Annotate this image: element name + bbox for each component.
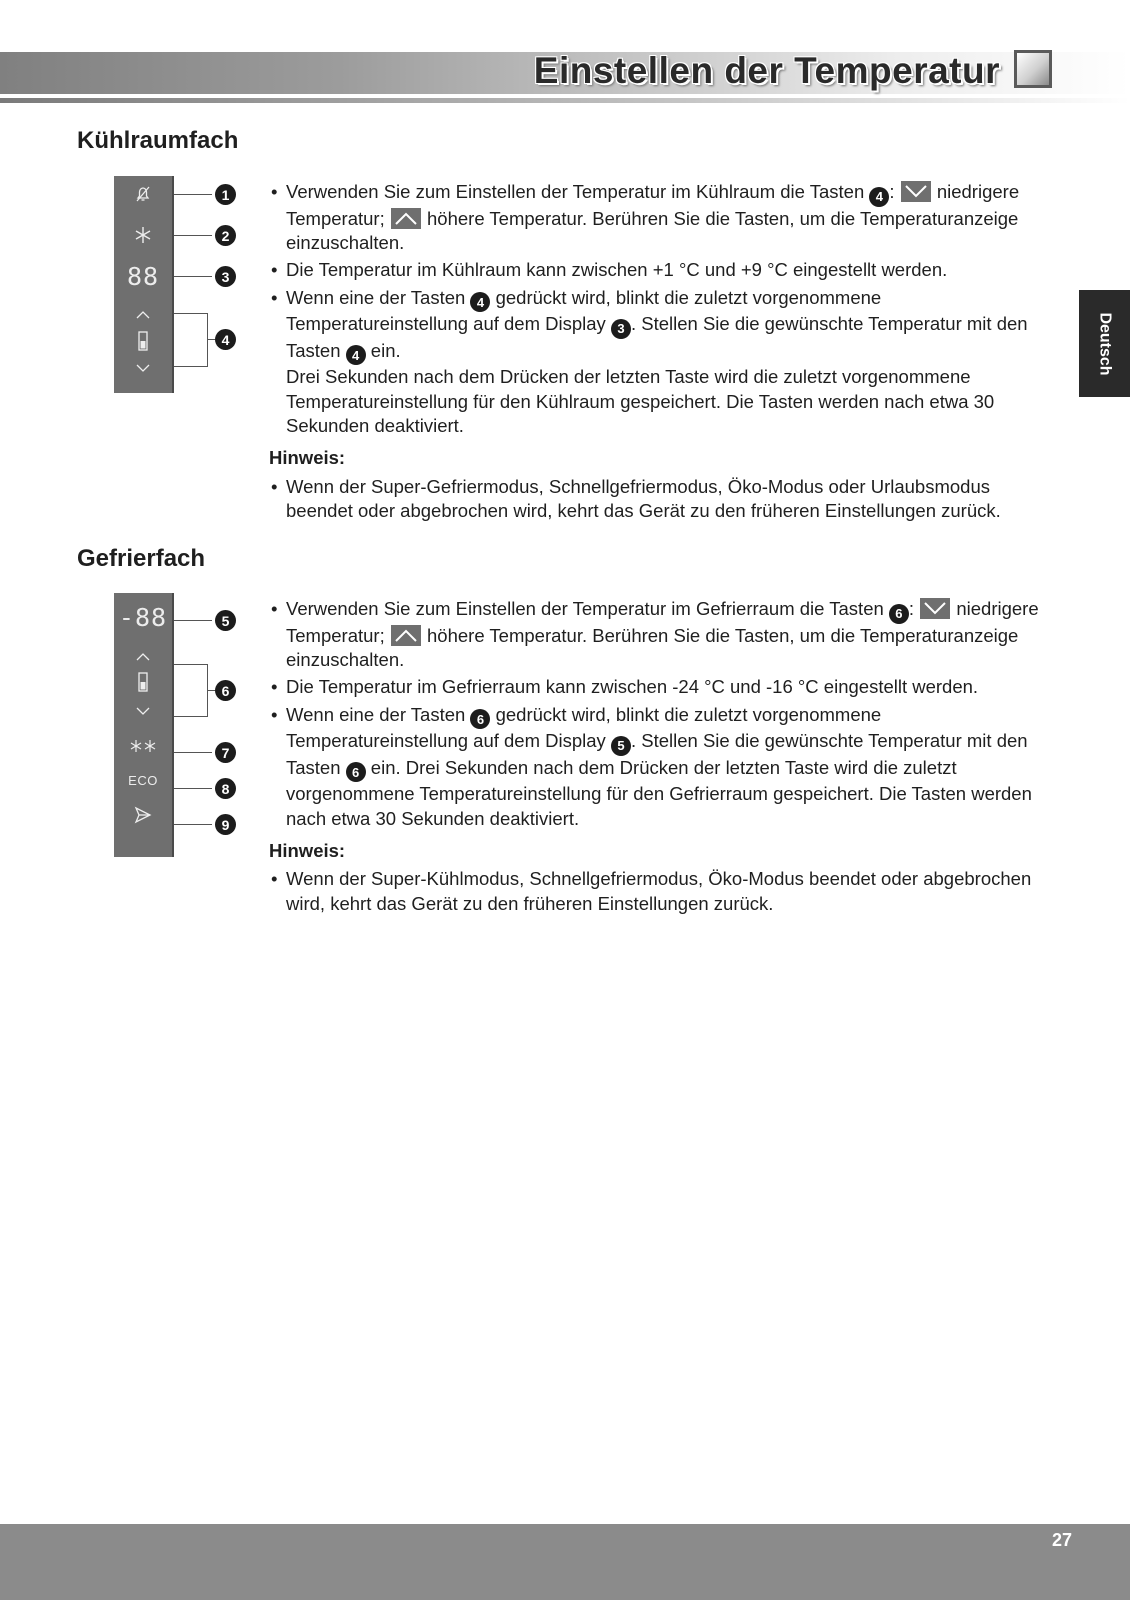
list-item xyxy=(269,475,1039,524)
leader-line xyxy=(174,620,212,621)
page-number: 27 xyxy=(1051,1530,1072,1550)
text: niedrigere Temperatur; xyxy=(286,181,1020,229)
leader-line xyxy=(174,664,208,665)
leader-line xyxy=(174,824,212,825)
note-text: Wenn der Super-Kühlmodus, Schnellgefriermodus, Öko-Modus beendet oder abgebrochen wird, kehrt das Gerät zu den früheren Einstellungen zurück. xyxy=(286,868,1032,914)
text: ein. xyxy=(370,339,401,361)
callout-6: 6 xyxy=(215,680,236,701)
holiday-plane-icon[interactable] xyxy=(114,805,172,829)
leader-line xyxy=(174,716,208,717)
list-item xyxy=(269,703,1039,831)
list-item: • Verwenden Sie zum Einstellen der Temperatur im Kühlraum die Tasten 4 : niedrigere Temperatur; höhere Temperatur. Berühren Sie die Tasten, um die Temperaturanzeige einzuschalten. xyxy=(269,180,1039,255)
up-key-icon xyxy=(391,625,421,646)
text: . Stellen Sie die gewünschte Temperatur mit den Tasten xyxy=(286,730,1028,778)
text: . Stellen Sie die gewünschte Temperatur mit den Tasten xyxy=(286,313,1028,361)
down-key-icon xyxy=(920,598,950,619)
list-item xyxy=(269,286,1039,439)
text: Wenn eine der Tasten xyxy=(286,703,466,725)
note-text: Wenn der Super-Gefriermodus, Schnellgefriermodus, Öko-Modus oder Urlaubsmodus beendet oder abgebrochen wird, kehrt das Gerät zu den früheren Einstellungen zurück. xyxy=(286,475,1001,522)
snowflake-icon xyxy=(114,225,172,249)
leader-line xyxy=(174,752,212,753)
freezer-up-button[interactable] xyxy=(114,650,172,666)
leader-line xyxy=(174,235,212,236)
callout-7: 7 xyxy=(215,742,236,763)
leader-line xyxy=(174,276,212,277)
text: höhere Temperatur. Berühren Sie die Tasten, um die Temperaturanzeige einzuschalten. xyxy=(286,207,1019,253)
fast-freeze-icon[interactable] xyxy=(114,736,172,760)
text: Drei Sekunden nach dem Drücken der letzten Taste wird die zuletzt vorgenommene Temperatureinstellung für den Kühlraum gespeichert. Die Tasten werden nach etwa 30 Sekunden deaktiviert. xyxy=(286,366,995,437)
callout-ref: 4 xyxy=(470,292,490,312)
language-tab xyxy=(1079,290,1130,397)
header-square-icon xyxy=(1014,50,1052,88)
callout-ref: 5 xyxy=(611,736,631,756)
list-item xyxy=(269,675,1039,699)
text: höhere Temperatur. Berühren Sie die Tasten, um die Temperaturanzeige einzuschalten. xyxy=(286,624,1019,670)
section-title-fridge: Kühlraumfach xyxy=(77,127,239,154)
text: Wenn eine der Tasten xyxy=(286,286,466,308)
note-heading: Hinweis: xyxy=(269,840,346,862)
callout-ref: 6 xyxy=(346,762,366,782)
callout-ref: 4 xyxy=(346,345,366,365)
page-title: Einstellen der Temperatur xyxy=(533,50,1000,91)
callout-1: 1 xyxy=(215,184,236,205)
text: Verwenden Sie zum Einstellen der Temperatur im Gefrierraum die Tasten xyxy=(286,598,884,619)
callout-ref: 4 xyxy=(869,187,889,207)
header-underline xyxy=(0,98,1130,103)
fridge-instructions xyxy=(269,180,1039,524)
leader-line xyxy=(174,313,208,314)
list-item xyxy=(269,258,1039,282)
text: ein. Drei Sekunden nach dem Drücken der letzten Taste wird die zuletzt vorgenommene Temperatureinstellung für den Gefrierraum gespeichert. Die Tasten werden nach etwa 30 Sekunden deaktiviert. xyxy=(286,756,1032,829)
up-key-icon xyxy=(391,208,421,229)
text: Die Temperatur im Gefrierraum kann zwischen -24 °C und -16 °C eingestellt werden. xyxy=(286,676,979,698)
fridge-temperature-display: 88 xyxy=(126,262,160,291)
fridge-up-button[interactable] xyxy=(114,308,172,324)
fridge-control-panel xyxy=(114,176,174,393)
freezer-thermometer-icon xyxy=(114,671,172,697)
freezer-instructions xyxy=(269,597,1039,916)
callout-4: 4 xyxy=(215,329,236,350)
fridge-thermometer-icon xyxy=(114,330,172,356)
callout-ref: 6 xyxy=(470,709,490,729)
text: niedrigere Temperatur; xyxy=(286,598,1039,646)
section-title-freezer: Gefrierfach xyxy=(77,545,206,572)
leader-line xyxy=(174,788,212,789)
text: Die Temperatur im Kühlraum kann zwischen +1 °C und +9 °C eingestellt werden. xyxy=(286,259,948,281)
callout-ref: 6 xyxy=(889,604,909,624)
leader-line xyxy=(174,366,208,367)
leader-line xyxy=(174,194,212,195)
eco-button[interactable]: ECO xyxy=(128,773,158,788)
footer-bar xyxy=(0,1524,1130,1600)
freezer-down-button[interactable] xyxy=(114,704,172,720)
callout-3: 3 xyxy=(215,266,236,287)
leader-line xyxy=(207,690,215,691)
fridge-down-button[interactable] xyxy=(114,361,172,377)
note-heading: Hinweis: xyxy=(269,447,346,469)
list-item xyxy=(269,867,1039,916)
leader-line xyxy=(207,339,215,340)
list-item: • Verwenden Sie zum Einstellen der Temperatur im Gefrierraum die Tasten 6 : niedrigere Temperatur; höhere Temperatur. Berühren Sie die Tasten, um die Temperaturanzeige einzuschalten. xyxy=(269,597,1039,672)
callout-8: 8 xyxy=(215,778,236,799)
text: gedrückt wird, blinkt die zuletzt vorgenommene Temperatureinstellung auf dem Display xyxy=(286,286,882,335)
language-tab-label: Deutsch xyxy=(1096,311,1114,376)
callout-5: 5 xyxy=(215,610,236,631)
callout-2: 2 xyxy=(215,225,236,246)
text: gedrückt wird, blinkt die zuletzt vorgenommene Temperatureinstellung auf dem Display xyxy=(286,703,882,752)
callout-ref: 3 xyxy=(611,319,631,339)
alarm-off-icon xyxy=(114,184,172,208)
text: Verwenden Sie zum Einstellen der Temperatur im Kühlraum die Tasten xyxy=(286,181,865,202)
freezer-control-panel xyxy=(114,593,174,857)
callout-9: 9 xyxy=(215,814,236,835)
freezer-temperature-display: -88 xyxy=(118,603,168,632)
down-key-icon xyxy=(901,181,931,202)
